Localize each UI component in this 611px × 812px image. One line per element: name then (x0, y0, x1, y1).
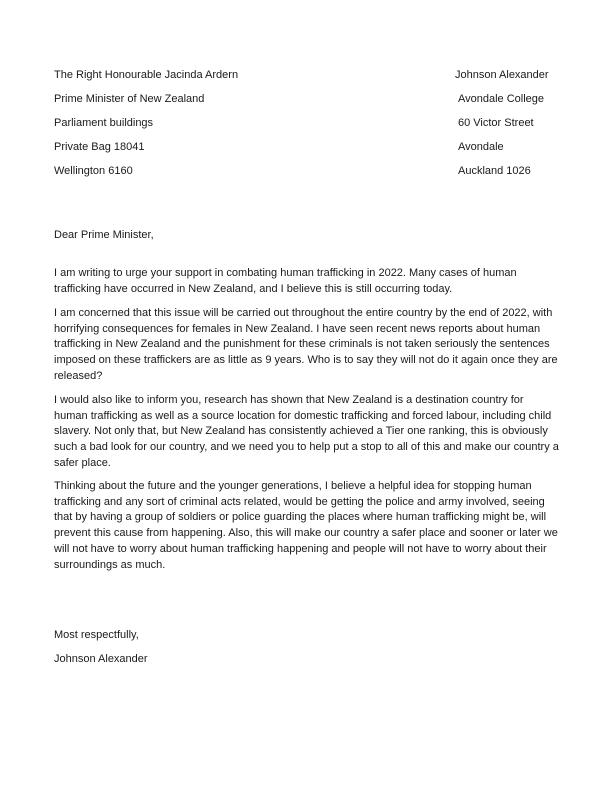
recipient-building: Parliament buildings (54, 117, 154, 129)
closing: Most respectfully, (54, 629, 139, 641)
sender-city: Auckland 1026 (458, 165, 531, 177)
sender-street: 60 Victor Street (458, 117, 534, 129)
body-paragraph-2: I am concerned that this issue will be carried out throughout the entire country by the end of 2022, with horrifying consequences for females in New Zealand. I have seen recent news reports about human trafficking in New Zealand and the punishment for these criminals is not taken seriously the sentences imposed on these traffickers are as little as 9 years. Who is to say they will not do it again once they are released? (54, 307, 558, 382)
recipient-name: The Right Honourable Jacinda Ardern (54, 69, 239, 81)
recipient-po-box: Private Bag 18041 (54, 141, 145, 153)
sender-name: Johnson Alexander (455, 69, 549, 81)
salutation: Dear Prime Minister, (54, 229, 154, 241)
signature-name: Johnson Alexander (54, 653, 148, 665)
recipient-title: Prime Minister of New Zealand (54, 93, 205, 105)
sender-school: Avondale College (458, 93, 545, 105)
recipient-city: Wellington 6160 (54, 165, 133, 177)
body-paragraph-1: I am writing to urge your support in combating human trafficking in 2022. Many cases of human trafficking have occurred in New Zealand, and I believe this is still occurring today. (54, 267, 517, 295)
body-paragraph-3: I would also like to inform you, research has shown that New Zealand is a destination country for human trafficking as well as a source location for domestic trafficking and forced labour, including child slavery. Not only that, but New Zealand has consistently achieved a Tier one ranking, this is obviously such a bad look for our country, and we need you to help put a stop to all of this and make our country a safer place. (54, 394, 559, 469)
body-paragraph-4: Thinking about the future and the younger generations, I believe a helpful idea for stopping human trafficking and any sort of criminal acts related, would be getting the police and army involved, seeing that by having a group of soldiers or police guarding the places where human trafficking might be, will prevent this cause from happening. Also, this will make our country a safer place and sooner or later we will not have to worry about human trafficking happening and people will not have to worry about their surroundings as much. (54, 480, 558, 571)
sender-suburb: Avondale (458, 141, 504, 153)
